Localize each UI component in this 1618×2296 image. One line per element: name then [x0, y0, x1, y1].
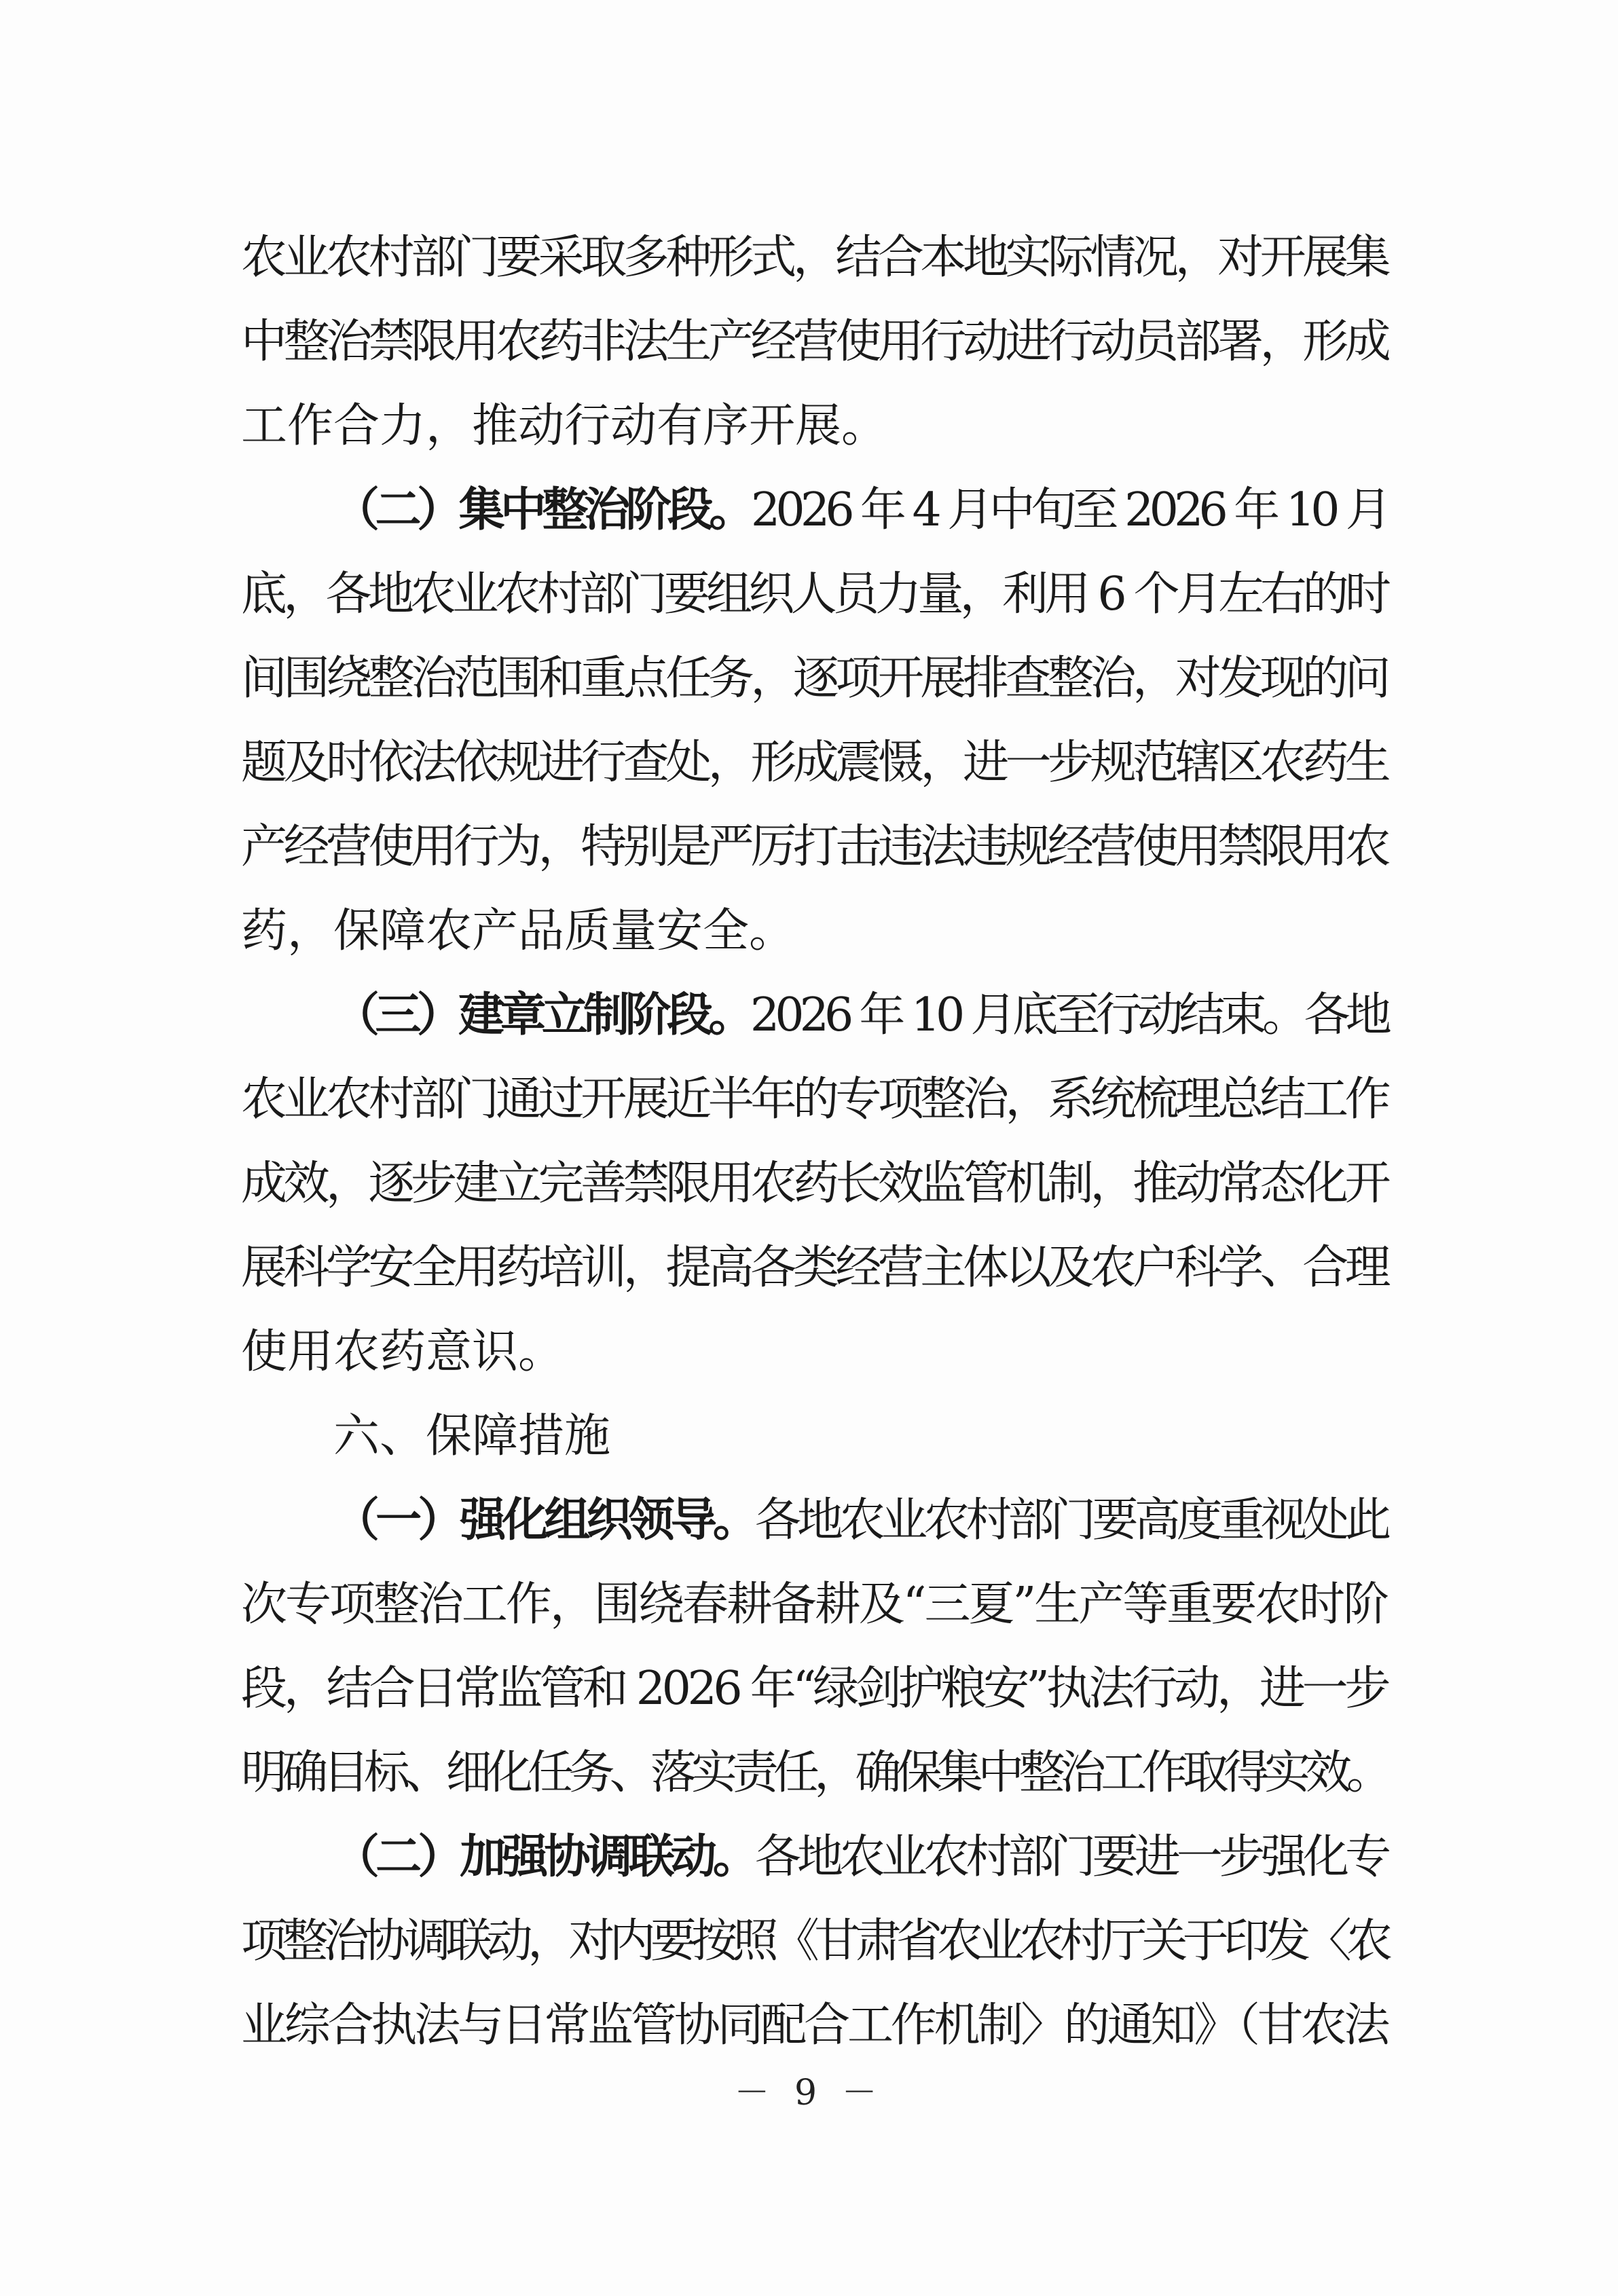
section-heading-coordination: （二）加强协调联动。: [333, 1830, 755, 1884]
line-text: 农业农村部门通过开展近半年的专项整治，系统梳理总结工作: [241, 1073, 1387, 1126]
paragraph-line: [241, 1900, 1387, 1984]
page-number: － 9 －: [734, 2073, 884, 2113]
document-body: [241, 216, 1387, 2068]
line-text: 段，结合日常监管和 2026 年“绿剑护粮安”执法行动，进一步: [241, 1662, 1387, 1716]
paragraph-line: [241, 637, 1387, 721]
line-text: 农业农村部门要采取多种形式，结合本地实际情况，对开展集: [241, 231, 1387, 284]
paragraph-line: [241, 1226, 1387, 1310]
paragraph-line: [241, 1563, 1387, 1647]
paragraph-line: [241, 974, 1387, 1058]
line-text: 成效，逐步建立完善禁限用农药长效监管机制，推动常态化开: [241, 1157, 1387, 1210]
section-heading-stage-3: （三）建章立制阶段。: [333, 988, 750, 1042]
paragraph-line: [241, 1142, 1387, 1226]
paragraph-line: [241, 553, 1387, 637]
line-text: 中整治禁限用农药非法生产经营使用行动进行动员部署，形成: [241, 315, 1387, 369]
line-text: 项整治协调联动，对内要按照《甘肃省农业农村厅关于印发〈农: [241, 1914, 1387, 1968]
line-text: 底，各地农业农村部门要组织人员力量，利用 6 个月左右的时: [241, 568, 1387, 621]
line-text: 产经营使用行为，特别是严厉打击违法违规经营使用禁限用农: [241, 820, 1387, 874]
line-text: 次专项整治工作，围绕春耕备耕及“三夏”生产等重要农时阶: [241, 1578, 1387, 1631]
line-text: 工作合力，推动行动有序开展。: [241, 399, 888, 453]
paragraph-line: [241, 1394, 1387, 1479]
paragraph-line: [241, 1310, 1387, 1394]
line-text: 业综合执法与日常监管协同配合工作机制〉的通知》（甘农法: [241, 1999, 1387, 2052]
paragraph-line: [241, 468, 1387, 553]
paragraph-line: [241, 1815, 1387, 1900]
paragraph-line: [241, 805, 1387, 889]
chapter-heading-safeguards: 六、保障措施: [333, 1409, 611, 1463]
paragraph-line: [241, 1058, 1387, 1142]
line-text: 题及时依法依规进行查处，形成震慑，进一步规范辖区农药生: [241, 736, 1387, 790]
paragraph-line: [241, 384, 1387, 468]
paragraph-line: [241, 721, 1387, 805]
paragraph-line: [241, 1647, 1387, 1731]
line-text: 各地农业农村部门要高度重视处此: [754, 1494, 1387, 1547]
line-text: 使用农药意识。: [241, 1325, 565, 1379]
paragraph-line: [241, 1731, 1387, 1815]
line-text: 各地农业农村部门要进一步强化专: [754, 1830, 1387, 1884]
section-heading-stage-2: （二）集中整治阶段。: [333, 483, 751, 537]
line-text: 药，保障农产品质量安全。: [241, 904, 796, 958]
paragraph-line: [241, 1984, 1387, 2068]
section-heading-leadership: （一）强化组织领导。: [333, 1494, 755, 1547]
paragraph-line: [241, 300, 1387, 384]
line-text: 2026 年 4 月中旬至 2026 年 10 月: [750, 483, 1387, 537]
line-text: 2026 年 10 月底至行动结束。各地: [750, 988, 1387, 1042]
line-text: 展科学安全用药培训，提高各类经营主体以及农户科学、合理: [241, 1241, 1387, 1295]
paragraph-line: [241, 889, 1387, 974]
line-text: 明确目标、细化任务、落实责任，确保集中整治工作取得实效。: [241, 1746, 1387, 1800]
paragraph-line: [241, 1479, 1387, 1563]
line-text: 间围绕整治范围和重点任务，逐项开展排查整治，对发现的问: [241, 652, 1387, 705]
paragraph-line: [241, 216, 1387, 300]
